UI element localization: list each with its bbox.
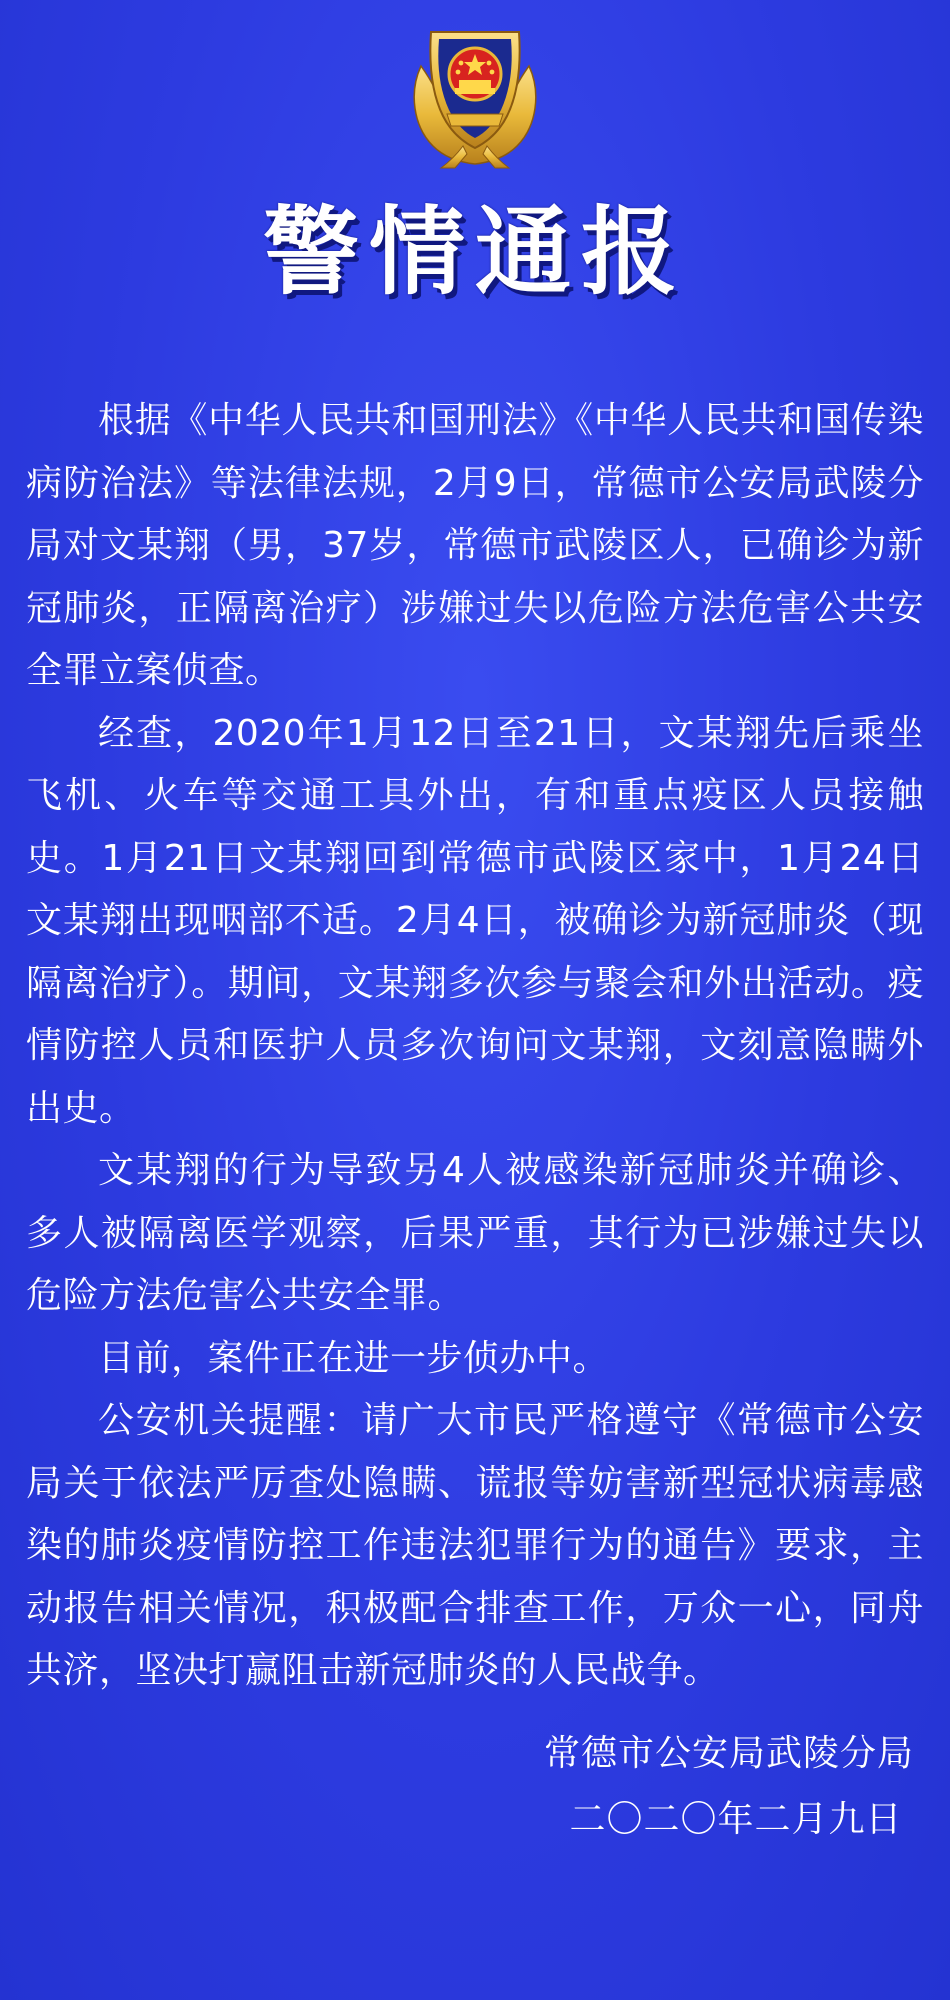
issue-date: 二〇二〇年二月九日 (569, 1799, 903, 1840)
paragraph-consequence: 文某翔的行为导致另4人被感染新冠肺炎并确诊、多人被隔离医学观察，后果严重，其行为已涉嫌过失以危险方法危害公共安全罪。 (26, 1150, 924, 1316)
paragraph-status: 目前，案件正在进一步侦办中。 (98, 1337, 610, 1379)
signature-block (544, 1721, 914, 1853)
issuer-name: 常德市公安局武陵分局 (543, 1733, 914, 1774)
paragraph-investigation: 经查，2020年1月12日至21日，文某翔先后乘坐飞机、火车等交通工具外出，有和重点疫区人员接触史。1月21日文某翔回到常德市武陵区家中，1月24日文某翔出现咽部不适。2月4日，被确诊为新冠肺炎（现隔离治疗）。期间，文某翔多次参与聚会和外出活动。疫情防控人员和医护人员多次询问文某翔，文刻意隐瞒外出史。 (26, 712, 924, 1129)
page-title: 警情通报 (263, 196, 687, 308)
paragraph-basis: 根据《中华人民共和国刑法》《中华人民共和国传染病防治法》等法律法规，2月9日，常德市公安局武陵分局对文某翔（男，37岁，常德市武陵区人，已确诊为新冠肺炎，正隔离治疗）涉嫌过失以危险方法危害公共安全罪立案侦查。 (26, 400, 924, 691)
notice-body (26, 390, 924, 1703)
paragraph-reminder: 公安机关提醒：请广大市民严格遵守《常德市公安局关于依法严厉查处隐瞒、谎报等妨害新型冠状病毒感染的肺炎疫情防控工作违法犯罪行为的通告》要求，主动报告相关情况，积极配合排查工作，万众一心，同舟共济，坚决打赢阻击新冠肺炎的人民战争。 (26, 1400, 924, 1691)
police-emblem-icon (403, 22, 547, 174)
